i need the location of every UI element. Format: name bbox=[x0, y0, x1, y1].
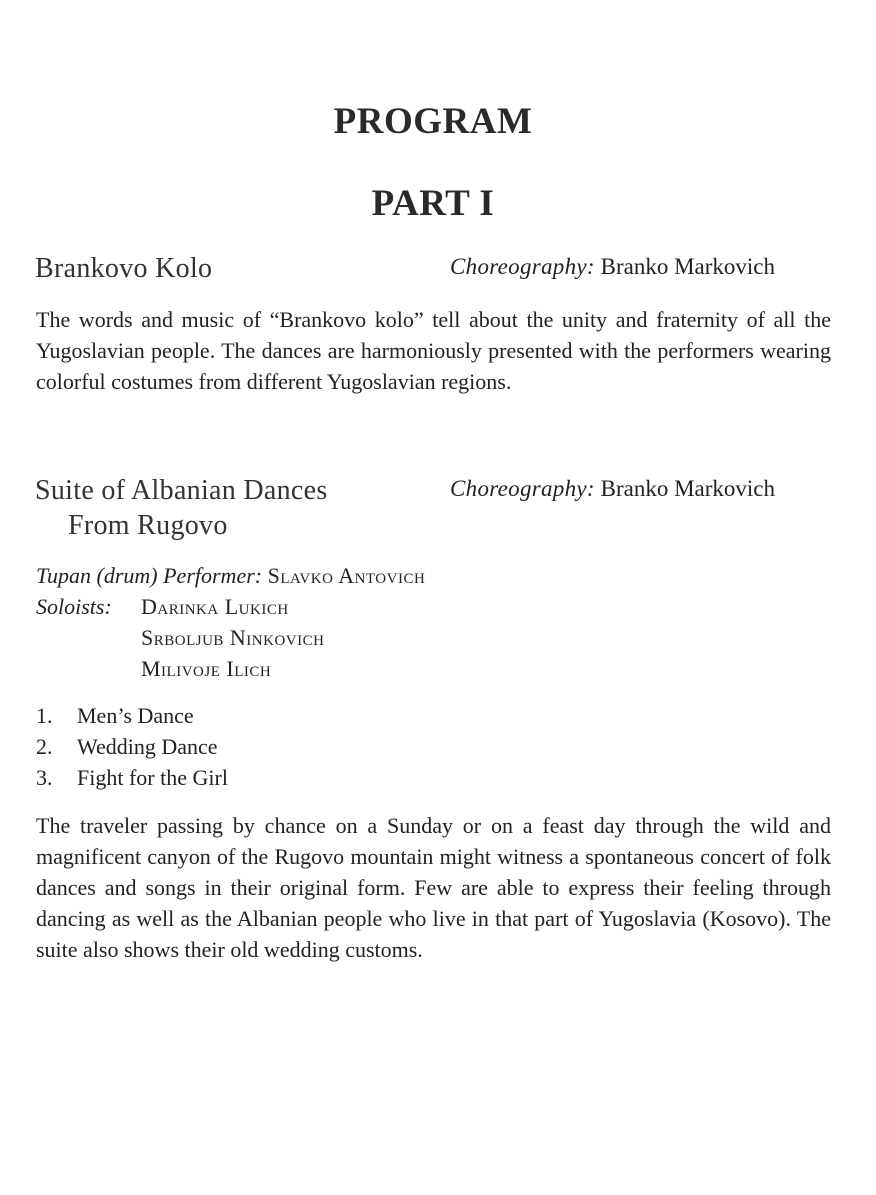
list-item bbox=[36, 731, 228, 762]
choreography-credit-1 bbox=[450, 254, 775, 280]
section-title-albanian-dances: Suite of Albanian Dances bbox=[35, 475, 328, 506]
tupan-performer-credit bbox=[36, 560, 425, 591]
list-item-label: Men’s Dance bbox=[77, 703, 194, 728]
choreography-credit-2 bbox=[450, 476, 775, 502]
list-item-number: 1. bbox=[36, 703, 53, 728]
list-item bbox=[36, 700, 228, 731]
dance-list bbox=[36, 700, 228, 793]
list-item-number: 2. bbox=[36, 734, 53, 759]
soloists-label: Soloists: bbox=[36, 594, 112, 619]
choreography-label: Choreography: bbox=[450, 476, 595, 501]
list-item bbox=[36, 762, 228, 793]
page-title: PROGRAM bbox=[333, 101, 533, 142]
choreographer-name: Branko Markovich bbox=[600, 254, 776, 279]
soloist-name: Darinka Lukich bbox=[141, 594, 289, 619]
tupan-label: Tupan (drum) Performer: bbox=[36, 563, 263, 588]
choreographer-name: Branko Markovich bbox=[600, 476, 776, 501]
section-description-albanian-dances: The traveler passing by chance on a Sunday or on a feast day through the wild and magnificent canyon of the Rugovo mountain might witness a spontaneous concert of folk dances and songs in their original form. Few are able to express their feeling through dancing as well as the Albanian people who live in that part of Yugoslavia (Kosovo). The suite also shows their old wedding customs. bbox=[36, 813, 831, 962]
section-title-brankovo-kolo: Brankovo Kolo bbox=[35, 253, 213, 284]
part-heading: PART I bbox=[371, 183, 495, 224]
list-item-label: Wedding Dance bbox=[77, 734, 218, 759]
soloist-name: Srboljub Ninkovich bbox=[141, 625, 325, 650]
soloist-name: Milivoje Ilich bbox=[141, 656, 272, 681]
soloists-credit bbox=[36, 591, 289, 622]
tupan-performer-name: Slavko Antovich bbox=[267, 563, 426, 588]
section-subtitle-rugovo: From Rugovo bbox=[68, 510, 228, 541]
list-item-label: Fight for the Girl bbox=[77, 765, 228, 790]
list-item-number: 3. bbox=[36, 765, 53, 790]
section-description-brankovo-kolo: The words and music of “Brankovo kolo” tell about the unity and fraternity of all the Yugoslavian people. The dances are harmoniously presented with the performers wearing colorful costumes from different Yugoslavian regions. bbox=[36, 307, 831, 394]
choreography-label: Choreography: bbox=[450, 254, 595, 279]
